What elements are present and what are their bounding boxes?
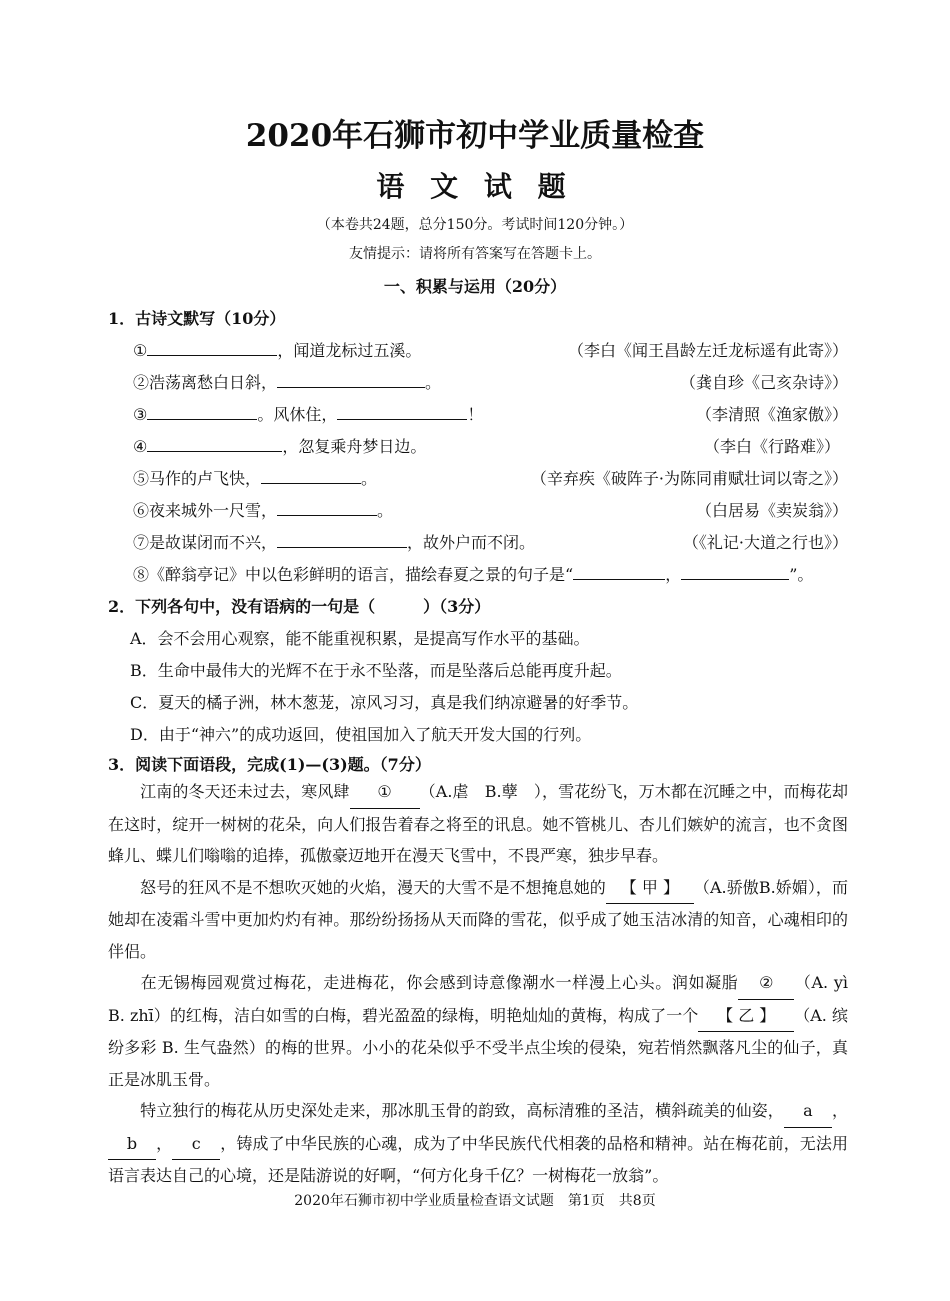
q1-item-8 bbox=[133, 562, 813, 585]
question-1-heading: 1．古诗文默写（10分） bbox=[108, 309, 286, 328]
p1-text-a: 江南的冬天还未过去，寒风肆 bbox=[140, 782, 350, 801]
exam-tip: 友情提示：请将所有答案写在答题卡上。 bbox=[349, 246, 601, 262]
blank-yi: 【 乙 】 bbox=[698, 1000, 794, 1033]
page-footer: 2020年石狮市初中学业质量检查语文试题 第1页 共8页 bbox=[294, 1193, 656, 1209]
blank-b: b bbox=[108, 1128, 156, 1161]
q1-item-1-source: （李白《闻王昌龄左迁龙标遥有此寄》） bbox=[567, 341, 848, 360]
q1-item-8-text: ”。 bbox=[789, 565, 814, 584]
q1-item-4-text: ，忽复乘舟梦日边。 bbox=[282, 437, 427, 456]
blank-a: a bbox=[784, 1095, 832, 1128]
q1-item-6-text: 。 bbox=[377, 501, 394, 520]
q1-item-8-middle: ， bbox=[665, 565, 682, 584]
q1-item-2 bbox=[133, 370, 441, 393]
q1-item-4-prefix: ④ bbox=[133, 437, 148, 456]
exam-subject-title: 语 文 试 题 bbox=[376, 170, 574, 203]
answer-blank bbox=[573, 563, 665, 580]
q1-item-3-prefix: ③ bbox=[133, 405, 148, 424]
q1-item-5 bbox=[133, 466, 377, 489]
answer-blank bbox=[147, 435, 282, 452]
q1-item-3-text: ！ bbox=[467, 405, 484, 424]
q1-item-2-text: 。 bbox=[425, 373, 442, 392]
q2-option-d: D．由于“神六”的成功返回，使祖国加入了航天开发大国的行列。 bbox=[130, 725, 592, 744]
reading-passage bbox=[108, 776, 865, 1192]
q1-item-3 bbox=[133, 402, 483, 425]
passage-paragraph-3 bbox=[108, 967, 865, 1095]
q1-item-7-prefix: ⑦是故谋闭而不兴， bbox=[133, 533, 278, 552]
section-heading-1: 一、积累与运用（20分） bbox=[383, 277, 567, 296]
p1-text-b: （A.虐 B.孽 ），雪花纷飞，万木都在沉睡之中，而梅花却在这时，绽开一树树的花朵，向人们报告着春之将至的讯息。她不管桃儿、杏儿们嫉妒的流言，也不贪图蜂儿、蝶儿们嗡嗡的追捧，孤傲豪迈地开在漫天飞雪中，不畏严寒，独步早春。 bbox=[108, 782, 848, 865]
p2-text-a: 怒号的狂风不是不想吹灭她的火焰，漫天的大雪不是不想掩息她的 bbox=[140, 877, 606, 897]
answer-blank bbox=[681, 563, 789, 580]
q1-item-6-prefix: ⑥夜来城外一尺雪， bbox=[133, 501, 278, 520]
q1-item-2-prefix: ②浩荡离愁白日斜， bbox=[133, 373, 278, 392]
q2-option-a: A．会不会用心观察，能不能重视积累，是提高写作水平的基础。 bbox=[130, 629, 590, 648]
p2-text-b: （A.骄傲B.娇媚），而她却在凌霜斗雪中更加灼灼有神。那纷纷扬扬从天而降的雪花，似乎成了她玉洁冰清的知音，心魂相印的伴侣。 bbox=[108, 877, 848, 961]
q1-item-1-prefix: ① bbox=[133, 341, 148, 360]
q1-item-6 bbox=[133, 498, 393, 521]
question-3-heading: 3．阅读下面语段，完成(1)—(3)题。（7分） bbox=[108, 755, 431, 774]
p3-text-b: （A. yì B. zhī）的红梅，洁白如雪的白梅，碧光盈盈的绿梅，明艳灿灿的黄梅，构成了一个 bbox=[108, 973, 865, 1025]
q1-item-3-middle: 。风休住， bbox=[257, 405, 338, 424]
q1-item-5-prefix: ⑤马作的卢飞快， bbox=[133, 469, 262, 488]
answer-blank bbox=[277, 499, 377, 516]
p4-text-a: 特立独行的梅花从历史深处走来，那冰肌玉骨的韵致，高标清雅的圣洁，横斜疏美的仙姿， bbox=[140, 1101, 784, 1120]
q2-option-b: B．生命中最伟大的光辉不在于永不坠落，而是坠落后总能再度升起。 bbox=[130, 661, 622, 680]
q1-item-4-source: （李白《行路难》） bbox=[703, 437, 840, 456]
q1-item-2-source: （龚自珍《己亥杂诗》） bbox=[679, 373, 848, 392]
passage-paragraph-4: 特立独行的梅花从历史深处走来，那冰肌玉骨的韵致，高标清雅的圣洁，横斜疏美的仙姿， a ，b ， c ，铸成了中华民族的心魂，成为了中华民族代代相袭的品格和精神。站在梅花前，无法用语言表达自己的心境，还是陆游说的好啊，“何方化身千亿？一树梅花一放翁”。 bbox=[108, 1095, 848, 1192]
answer-blank bbox=[277, 531, 407, 548]
blank-2: ② bbox=[738, 967, 794, 1000]
q1-item-7-source: （《礼记·大道之行也》） bbox=[682, 533, 848, 552]
q1-item-8-prefix: ⑧《醉翁亭记》中以色彩鲜明的语言，描绘春夏之景的句子是“ bbox=[133, 565, 574, 584]
q1-item-7 bbox=[133, 530, 535, 553]
answer-blank bbox=[277, 371, 425, 388]
blank-jia: 【 甲 】 bbox=[606, 872, 694, 905]
q1-item-4 bbox=[133, 434, 426, 457]
p3-text-a: 在无锡梅园观赏过梅花，走进梅花，你会感到诗意像潮水一样漫上心头。润如凝脂 bbox=[140, 973, 739, 992]
q1-item-1 bbox=[133, 338, 421, 361]
q1-item-3-source: （李清照《渔家傲》） bbox=[695, 405, 848, 424]
p3-text-c: （A. 缤纷多彩 B. 生气盎然）的梅的世界。小小的花朵似乎不受半点尘埃的侵染，宛若悄然飘落凡尘的仙子，真正是冰肌玉骨。 bbox=[108, 1005, 848, 1089]
question-2-heading: 2．下列各句中，没有语病的一句是（ ）（3分） bbox=[108, 597, 491, 616]
answer-blank bbox=[147, 403, 257, 420]
p4-text-c: ，铸成了中华民族的心魂，成为了中华民族代代相袭的品格和精神。站在梅花前，无法用语言表达自己的心境，还是陆游说的好啊，“何方化身千亿？一树梅花一放翁”。 bbox=[108, 1133, 848, 1185]
q2-option-c: C．夏天的橘子洲，林木葱茏，凉风习习，真是我们纳凉避暑的好季节。 bbox=[130, 693, 639, 712]
q1-item-1-text: ，闻道龙标过五溪。 bbox=[277, 341, 422, 360]
answer-blank bbox=[147, 339, 277, 356]
q1-item-5-text: 。 bbox=[361, 469, 378, 488]
answer-blank bbox=[261, 467, 361, 484]
exam-title: 2020年石狮市初中学业质量检查 bbox=[245, 118, 705, 154]
blank-1: ① bbox=[350, 776, 420, 809]
passage-paragraph-2 bbox=[108, 872, 848, 968]
passage-paragraph-1 bbox=[108, 776, 848, 872]
q1-item-6-source: （白居易《卖炭翁》） bbox=[695, 501, 848, 520]
answer-blank bbox=[337, 403, 467, 420]
q1-item-5-source: （辛弃疾《破阵子·为陈同甫赋壮词以寄之》） bbox=[530, 469, 848, 488]
q1-item-7-text: ，故外户而不闭。 bbox=[407, 533, 536, 552]
blank-c: c bbox=[172, 1128, 220, 1161]
exam-info: （本卷共24题，总分150分。考试时间120分钟。） bbox=[316, 217, 634, 233]
